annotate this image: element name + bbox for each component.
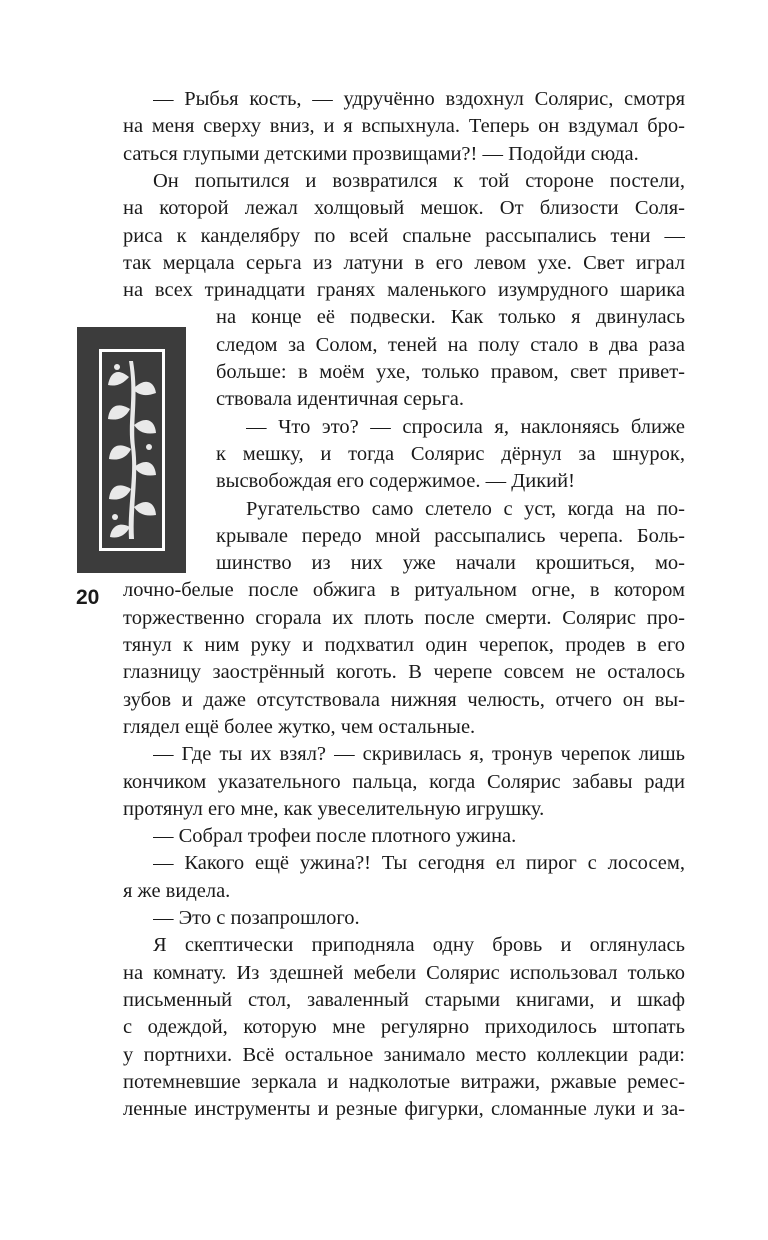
text-line: на всех тринадцати гранях маленького изумрудного шарика — [123, 279, 685, 302]
text-line: на меня сверху вниз, и я вспыхнула. Теперь он вздумал бро- — [123, 115, 685, 138]
text-line: — Собрал трофеи после плотного ужина. — [153, 825, 517, 848]
text-line: у портнихи. Всё остальное занимало место коллекции ради: — [123, 1043, 685, 1066]
text-line: риса к канделябру по всей спальне рассыпались тени — — [123, 224, 685, 247]
text-line: на конце её подвески. Как только я двинулась — [216, 306, 685, 329]
text-line: — Рыбья кость, — удручённо вздохнул Солярис, смотря — [153, 88, 685, 110]
text-line: ствовала идентичная серьга. — [216, 388, 465, 411]
text-line: — Это с позапрошлого. — [153, 907, 360, 929]
text-line: кончиком указательного пальца, когда Солярис забавы ради — [123, 770, 685, 793]
text-line: лочно-белые после обжига в ритуальном огне, в котором — [123, 579, 685, 602]
text-line: я же видела. — [123, 879, 231, 902]
text-line: — Что это? — спросила я, наклоняясь ближе — [246, 415, 685, 438]
text-line: глядел ещё более жутко, чем остальные. — [123, 715, 476, 738]
text-line: Ругательство само слетело с уст, когда на по- — [246, 497, 685, 520]
text-line: на комнату. Из здешней мебели Солярис использовал только — [123, 961, 685, 984]
text-line: зубов и даже отсутствовала нижняя челюсть, отчего он вы- — [123, 688, 685, 711]
text-line: — Где ты их взял? — скривилась я, тронув черепок лишь — [153, 743, 685, 766]
text-line: письменный стол, заваленный старыми книгами, и шкаф — [123, 988, 685, 1011]
text-line: протянул его мне, как увеселительную игрушку. — [123, 797, 545, 820]
leaf-ornament — [77, 327, 186, 573]
text-line: тянул к ним руку и подхватил один черепок, продев в его — [123, 634, 685, 656]
page-number: 20 — [76, 586, 100, 609]
text-line: саться глупыми детскими прозвищами?! — Подойди сюда. — [123, 142, 639, 165]
text-line: — Какого ещё ужина?! Ты сегодня ел пирог с лососем, — [153, 852, 685, 875]
text-line: торжественно сгорала их плоть после смерти. Солярис про- — [123, 606, 685, 629]
text-line: высвобождая его содержимое. — Дикий! — [216, 470, 575, 493]
text-line: больше: в моём ухе, только правом, свет привет- — [216, 361, 685, 383]
text-line: ленные инструменты и резные фигурки, сломанные луки и за- — [123, 1098, 685, 1121]
text-line: шинство из них уже начали крошиться, мо- — [216, 552, 685, 575]
text-line: Он попытился и возвратился к той стороне постели, — [153, 169, 685, 192]
text-line: на которой лежал холщовый мешок. От близости Соля- — [123, 197, 685, 220]
text-line: Я скептически приподняла одну бровь и оглянулась — [153, 934, 685, 957]
leaf-ornament-icon — [77, 327, 186, 573]
text-line: так мерцала серьга из латуни в его левом ухе. Свет играл — [123, 251, 685, 274]
text-line: потемневшие зеркала и надколотые витражи, ржавые ремес- — [123, 1070, 685, 1093]
text-line: крывале передо мной рассыпались черепа. Боль- — [216, 524, 685, 547]
text-line: с одеждой, которую мне регулярно приходилось штопать — [123, 1016, 685, 1039]
text-line: следом за Солом, теней на полу стало в два раза — [216, 333, 685, 356]
text-line: глазницу заострённый коготь. В черепе совсем не осталось — [123, 661, 685, 684]
text-line: к мешку, и тогда Солярис дёрнул за шнурок, — [216, 442, 685, 465]
